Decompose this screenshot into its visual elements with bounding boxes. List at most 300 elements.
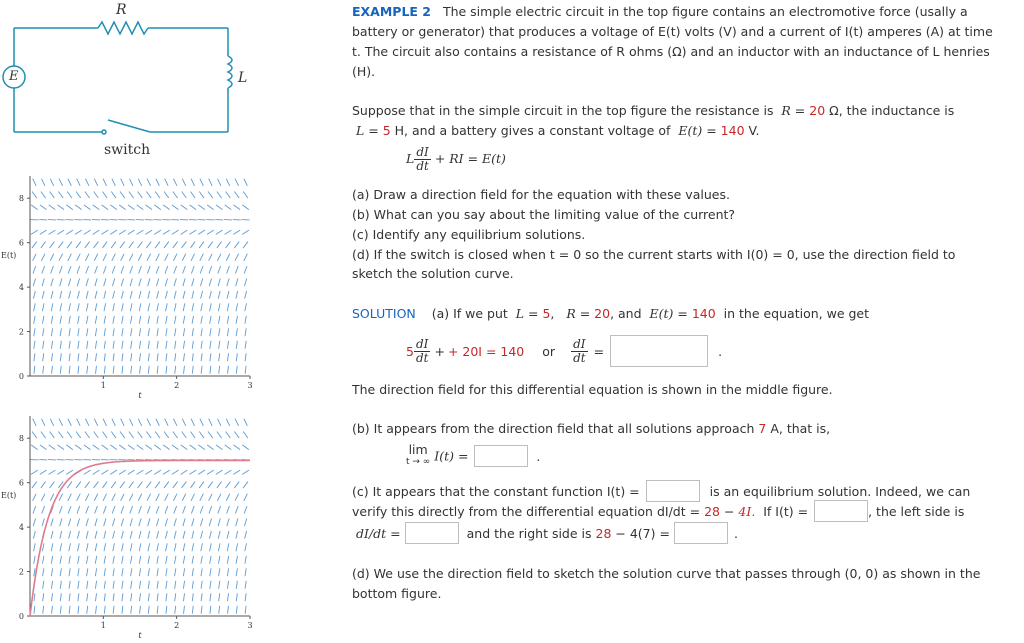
field-segment	[130, 506, 133, 513]
field-segment	[113, 303, 115, 311]
x-tick-label: 3	[247, 381, 253, 390]
y-tick-label: 8	[18, 434, 24, 444]
field-segment	[139, 581, 140, 589]
field-segment	[33, 254, 37, 261]
field-segment	[219, 593, 220, 601]
field-segment	[245, 556, 246, 564]
field-segment	[164, 191, 169, 198]
field-segment	[41, 191, 46, 198]
field-segment	[31, 230, 38, 234]
field-segment	[130, 543, 132, 551]
field-segment	[86, 531, 88, 539]
field-segment	[119, 230, 126, 234]
field-segment	[51, 328, 52, 336]
field-segment	[104, 581, 105, 589]
field-segment	[130, 316, 131, 324]
field-segment	[131, 581, 132, 589]
field-segment	[156, 278, 158, 286]
field-segment	[225, 205, 231, 210]
field-segment	[122, 568, 123, 576]
field-segment	[58, 191, 63, 198]
field-segment	[199, 242, 204, 248]
field-segment	[94, 254, 98, 261]
field-segment	[103, 254, 107, 261]
field-segment	[244, 266, 247, 273]
field-segment	[33, 291, 35, 299]
field-segment	[216, 230, 223, 234]
field-segment	[51, 316, 52, 324]
field-segment	[103, 266, 106, 273]
field-segment	[173, 179, 176, 186]
field-segment	[87, 581, 88, 589]
field-segment	[121, 179, 124, 186]
field-segment	[34, 353, 35, 361]
field-segment	[190, 191, 195, 198]
intro-line-1: The simple electric circuit in the top figure contains an electromotive force (usally a	[442, 4, 968, 19]
field-segment	[166, 581, 167, 589]
field-segment	[120, 482, 125, 488]
field-segment	[192, 366, 193, 374]
field-segment	[76, 431, 81, 438]
field-segment	[173, 482, 178, 488]
field-segment	[157, 556, 158, 564]
field-segment	[68, 506, 71, 513]
field-segment	[245, 568, 246, 576]
field-segment	[104, 593, 105, 601]
field-segment	[208, 482, 213, 488]
field-segment	[166, 568, 167, 576]
field-segment	[101, 230, 108, 234]
field-segment	[95, 556, 96, 564]
field-segment	[242, 470, 249, 474]
field-segment	[32, 431, 37, 438]
field-segment	[128, 470, 135, 474]
field-segment	[60, 593, 61, 601]
field-segment	[78, 341, 79, 349]
field-segment	[31, 445, 37, 450]
field-segment	[34, 556, 35, 564]
field-segment	[51, 341, 52, 349]
field-segment	[227, 316, 228, 324]
solution-d-line-1: (d) We use the direction field to sketch the solution curve that passes through (0, 0) as shown in the	[352, 566, 981, 581]
field-segment	[173, 419, 176, 426]
field-segment	[235, 254, 239, 261]
field-segment	[85, 482, 90, 488]
field-segment	[163, 230, 170, 234]
field-segment	[41, 254, 45, 261]
example-panel	[350, 0, 1024, 643]
field-segment	[95, 506, 98, 513]
field-segment	[121, 506, 124, 513]
field-segment	[244, 419, 247, 426]
field-segment	[217, 191, 222, 198]
field-segment	[164, 431, 169, 438]
x-axis-label: t	[138, 631, 142, 640]
field-segment	[148, 543, 150, 551]
field-segment	[189, 470, 196, 474]
field-segment	[59, 419, 62, 426]
field-segment	[78, 568, 79, 576]
field-segment	[51, 266, 54, 273]
equilibrium-answer-input[interactable]	[646, 480, 700, 502]
field-segment	[50, 242, 55, 248]
limit-expression: lim t → ∞ I(t) = .	[406, 442, 541, 467]
field-segment	[236, 593, 237, 601]
field-segment	[165, 518, 167, 526]
field-segment	[111, 482, 116, 488]
field-segment	[157, 341, 158, 349]
field-segment	[113, 543, 115, 551]
field-segment	[165, 254, 169, 261]
field-segment	[236, 291, 238, 299]
field-segment	[199, 482, 204, 488]
field-segment	[131, 606, 132, 614]
field-segment	[58, 445, 64, 450]
field-segment	[138, 431, 143, 438]
y-tick-label: 8	[18, 194, 24, 204]
question-c: (c) Identify any equilibrium solutions.	[352, 227, 586, 242]
field-segment	[218, 278, 220, 286]
field-segment	[157, 593, 158, 601]
field-segment	[234, 431, 239, 438]
field-segment	[174, 316, 175, 324]
field-segment	[201, 543, 203, 551]
field-segment	[40, 470, 47, 474]
field-segment	[78, 593, 79, 601]
field-segment	[68, 494, 72, 501]
field-segment	[122, 353, 123, 361]
field-segment	[95, 593, 96, 601]
field-segment	[128, 445, 134, 450]
field-segment	[156, 254, 160, 261]
field-segment	[33, 494, 37, 501]
field-segment	[148, 366, 149, 374]
field-segment	[192, 291, 194, 299]
field-segment	[129, 419, 132, 426]
field-segment	[165, 494, 169, 501]
field-segment	[110, 445, 116, 450]
field-segment	[42, 556, 43, 564]
field-segment	[78, 606, 79, 614]
question-d-line-1: (d) If the switch is closed when t = 0 so the current starts with I(0) = 0, use the direction field to	[352, 247, 956, 262]
field-segment	[84, 470, 91, 474]
field-segment	[155, 242, 160, 248]
x-tick-label: 1	[100, 381, 106, 390]
left-side-answer-input[interactable]	[405, 522, 459, 544]
field-segment	[164, 242, 169, 248]
field-segment	[50, 419, 53, 426]
field-segment	[198, 445, 204, 450]
field-segment	[94, 431, 99, 438]
field-segment	[60, 341, 61, 349]
field-segment	[104, 366, 105, 374]
field-segment	[244, 278, 246, 286]
field-segment	[50, 254, 54, 261]
field-segment	[190, 242, 195, 248]
field-segment	[75, 205, 81, 210]
direction-field-plot	[0, 168, 262, 398]
field-segment	[94, 482, 99, 488]
field-segment	[189, 230, 196, 234]
field-segment	[96, 366, 97, 374]
field-segment	[85, 191, 90, 198]
field-segment	[181, 470, 188, 474]
field-segment	[210, 543, 212, 551]
field-segment	[102, 431, 107, 438]
if-current-answer-input[interactable]	[814, 500, 868, 522]
field-segment	[227, 353, 228, 361]
field-segment	[43, 593, 44, 601]
field-segment	[75, 230, 82, 234]
field-segment	[234, 191, 239, 198]
field-segment	[228, 606, 229, 614]
field-segment	[236, 316, 237, 324]
field-segment	[226, 242, 231, 248]
field-segment	[69, 366, 70, 374]
field-segment	[154, 230, 161, 234]
field-segment	[50, 431, 55, 438]
field-segment	[122, 593, 123, 601]
field-segment	[57, 230, 64, 234]
field-segment	[84, 230, 91, 234]
field-segment	[78, 303, 80, 311]
field-segment	[86, 303, 88, 311]
field-segment	[147, 506, 150, 513]
field-segment	[113, 556, 114, 564]
field-segment	[120, 431, 125, 438]
field-segment	[218, 531, 220, 539]
field-segment	[49, 445, 55, 450]
field-segment	[68, 179, 71, 186]
field-segment	[119, 470, 126, 474]
y-tick-label: 6	[18, 238, 24, 248]
field-segment	[69, 328, 70, 336]
field-segment	[69, 593, 70, 601]
field-segment	[103, 494, 107, 501]
field-segment	[148, 531, 150, 539]
field-segment	[87, 606, 88, 614]
field-segment	[166, 543, 168, 551]
field-segment	[154, 205, 160, 210]
field-segment	[243, 242, 248, 248]
field-segment	[33, 419, 36, 426]
field-segment	[104, 328, 105, 336]
field-segment	[157, 581, 158, 589]
dIdt-answer-input[interactable]	[610, 335, 708, 367]
field-segment	[122, 543, 124, 551]
field-segment	[227, 278, 229, 286]
field-segment	[85, 254, 89, 261]
field-segment	[121, 278, 123, 286]
field-segment	[192, 606, 193, 614]
y-axis-label: E(t)	[1, 491, 17, 501]
field-segment	[227, 341, 228, 349]
field-segment	[138, 242, 143, 248]
field-segment	[113, 366, 114, 374]
field-segment	[69, 291, 71, 299]
field-segment	[41, 179, 44, 186]
field-segment	[245, 581, 246, 589]
field-segment	[146, 431, 151, 438]
field-segment	[113, 316, 114, 324]
field-segment	[104, 353, 105, 361]
limit-answer-input[interactable]	[474, 445, 528, 467]
figures-column	[0, 0, 262, 643]
field-segment	[201, 568, 202, 576]
solution-c-line-3: dI/dt = and the right side is 28 − 4(7) = .	[356, 522, 738, 544]
field-segment	[148, 518, 150, 526]
field-segment	[201, 353, 202, 361]
field-segment	[60, 316, 61, 324]
field-segment	[166, 593, 167, 601]
field-segment	[131, 328, 132, 336]
field-segment	[157, 328, 158, 336]
field-segment	[226, 482, 231, 488]
question-b: (b) What can you say about the limiting value of the current?	[352, 207, 736, 222]
field-segment	[93, 230, 100, 234]
field-segment	[225, 445, 231, 450]
field-segment	[104, 543, 106, 551]
field-segment	[42, 543, 44, 551]
field-segment	[34, 328, 35, 336]
solution-c-line-2: verify this directly from the differential equation dI/dt = 28 − 4I. If I(t) = , the left side is	[352, 500, 964, 522]
field-segment	[244, 179, 247, 186]
field-segment	[165, 419, 168, 426]
field-segment	[207, 230, 214, 234]
field-segment	[104, 316, 105, 324]
field-segment	[192, 353, 193, 361]
field-segment	[174, 506, 177, 513]
suppose-line-2: L = 5 H, and a battery gives a constant voltage of E(t) = 140 V.	[356, 123, 760, 138]
field-segment	[57, 470, 64, 474]
field-segment	[183, 518, 185, 526]
field-segment	[59, 506, 62, 513]
field-segment	[174, 303, 176, 311]
field-segment	[139, 518, 141, 526]
field-segment	[51, 568, 52, 576]
field-segment	[42, 316, 43, 324]
field-segment	[242, 205, 248, 210]
field-segment	[201, 556, 202, 564]
field-segment	[49, 470, 56, 474]
field-segment	[60, 606, 61, 614]
field-segment	[245, 291, 247, 299]
field-segment	[93, 445, 99, 450]
field-segment	[31, 205, 37, 210]
field-segment	[146, 242, 151, 248]
field-segment	[131, 568, 132, 576]
field-segment	[200, 419, 203, 426]
field-segment	[192, 556, 193, 564]
field-segment	[34, 366, 35, 374]
field-segment	[104, 518, 106, 526]
field-segment	[236, 531, 238, 539]
field-segment	[112, 266, 115, 273]
field-segment	[129, 431, 134, 438]
y-tick-label: 4	[18, 523, 24, 533]
field-segment	[236, 543, 238, 551]
y-tick-label: 2	[18, 567, 24, 577]
resistor-label: R	[116, 2, 127, 18]
field-segment	[104, 291, 106, 299]
field-segment	[209, 278, 211, 286]
field-segment	[87, 568, 88, 576]
field-segment	[165, 506, 168, 513]
field-segment	[164, 482, 169, 488]
field-segment	[129, 179, 132, 186]
field-segment	[209, 506, 212, 513]
field-segment	[175, 353, 176, 361]
field-segment	[86, 543, 88, 551]
field-segment	[227, 531, 229, 539]
field-segment	[129, 242, 134, 248]
field-segment	[60, 328, 61, 336]
field-segment	[41, 242, 46, 248]
field-segment	[173, 431, 178, 438]
field-segment	[84, 445, 90, 450]
field-segment	[192, 531, 194, 539]
field-segment	[77, 291, 79, 299]
right-side-answer-input[interactable]	[674, 522, 728, 544]
field-segment	[33, 531, 35, 539]
field-segment	[225, 230, 232, 234]
field-segment	[217, 494, 221, 501]
field-segment	[219, 366, 220, 374]
field-segment	[183, 543, 185, 551]
field-segment	[154, 445, 160, 450]
field-segment	[138, 191, 143, 198]
field-segment	[43, 606, 44, 614]
field-segment	[96, 606, 97, 614]
field-segment	[32, 191, 37, 198]
field-segment	[69, 568, 70, 576]
field-segment	[192, 316, 193, 324]
field-segment	[95, 581, 96, 589]
field-segment	[87, 328, 88, 336]
field-segment	[42, 506, 45, 513]
intro-line-3: t. The circuit also contains a resistance of R ohms (Ω) and an inductor with an inductance of L henries	[352, 44, 990, 59]
field-segment	[51, 556, 52, 564]
field-segment	[68, 518, 70, 526]
field-segment	[60, 366, 61, 374]
field-segment	[60, 291, 62, 299]
field-segment	[66, 205, 72, 210]
field-segment	[191, 419, 194, 426]
field-segment	[86, 291, 88, 299]
field-segment	[140, 366, 141, 374]
field-segment	[148, 341, 149, 349]
field-segment	[201, 341, 202, 349]
field-segment	[227, 518, 229, 526]
field-segment	[192, 303, 194, 311]
field-segment	[95, 328, 96, 336]
solution-d-line-2: bottom figure.	[352, 586, 442, 601]
field-segment	[112, 278, 114, 286]
field-segment	[184, 606, 185, 614]
field-segment	[245, 353, 246, 361]
field-segment	[95, 341, 96, 349]
field-segment	[40, 205, 46, 210]
field-segment	[78, 353, 79, 361]
field-segment	[112, 494, 116, 501]
field-segment	[210, 316, 211, 324]
field-segment	[111, 431, 116, 438]
field-segment	[245, 593, 246, 601]
field-segment	[139, 278, 141, 286]
field-segment	[165, 266, 168, 273]
field-segment	[58, 431, 63, 438]
example-heading: EXAMPLE 2	[352, 4, 432, 19]
